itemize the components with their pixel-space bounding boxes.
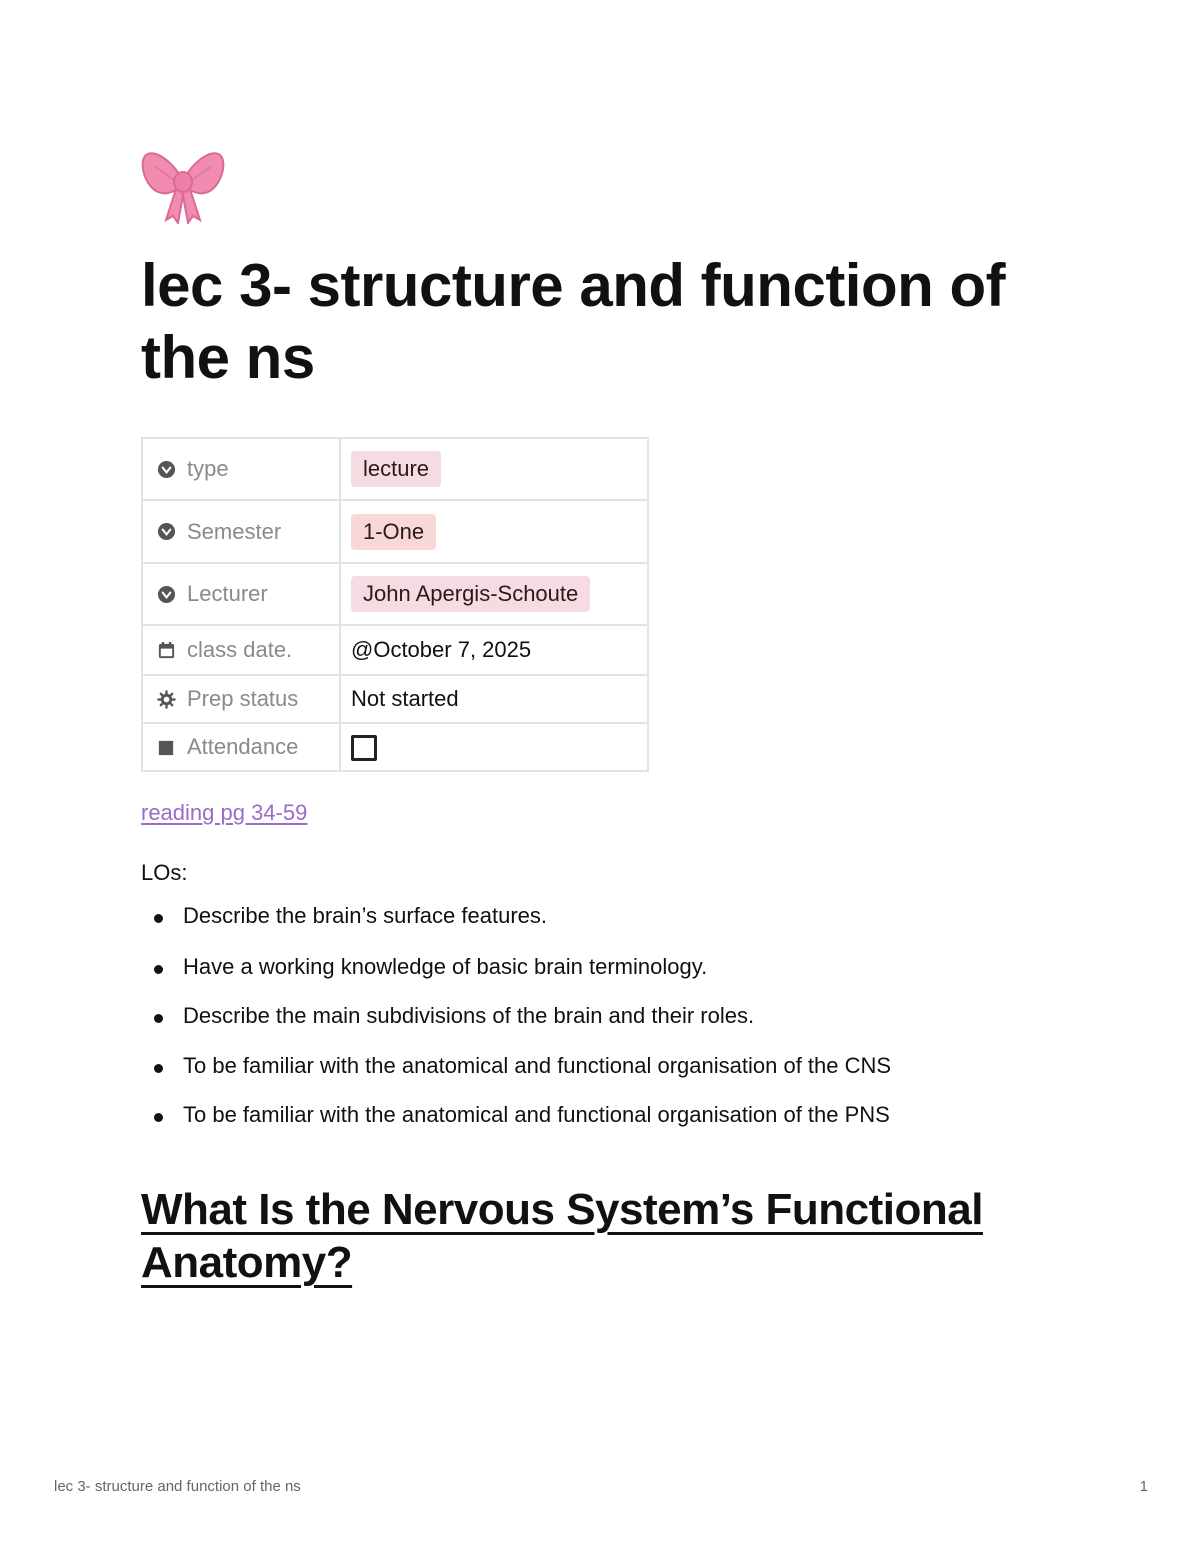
- list-item[interactable]: Describe the brain’s surface features.: [141, 903, 547, 929]
- property-label: Semester: [187, 518, 282, 544]
- property-row-semester[interactable]: [142, 500, 648, 563]
- bullet-icon: [154, 914, 163, 923]
- property-row-class-date[interactable]: [142, 625, 648, 675]
- list-item[interactable]: To be familiar with the anatomical and functional organisation of the CNS: [141, 1053, 891, 1079]
- property-label: type: [187, 456, 229, 481]
- property-row-lecturer[interactable]: [142, 563, 648, 625]
- property-label: class date.: [187, 637, 293, 662]
- type-tag[interactable]: lecture: [351, 451, 441, 487]
- property-label: Prep status: [187, 686, 299, 711]
- list-item[interactable]: Have a working knowledge of basic brain terminology.: [141, 954, 707, 980]
- reading-link[interactable]: reading pg 34-59: [141, 800, 308, 825]
- checkbox-property-icon: [157, 738, 176, 757]
- properties-table: [141, 437, 649, 772]
- class-date-value[interactable]: @October 7, 2025: [340, 625, 648, 675]
- page-title[interactable]: lec 3- structure and function of the ns: [141, 252, 1006, 391]
- attendance-checkbox[interactable]: [351, 735, 377, 761]
- semester-tag[interactable]: 1-One: [351, 514, 436, 550]
- prep-status-value[interactable]: Not started: [340, 675, 648, 723]
- property-label: Lecturer: [187, 581, 268, 606]
- ribbon-bow-icon: [140, 144, 226, 224]
- bullet-icon: [154, 1113, 163, 1122]
- select-icon: [157, 522, 176, 541]
- property-row-attendance[interactable]: [142, 723, 648, 771]
- property-row-type[interactable]: [142, 438, 648, 500]
- bullet-icon: [154, 965, 163, 974]
- status-icon: [157, 690, 176, 709]
- calendar-icon: [157, 641, 176, 660]
- section-heading[interactable]: What Is the Nervous System’s Functional Anatomy?: [141, 1185, 983, 1287]
- property-row-prep-status[interactable]: [142, 675, 648, 723]
- bullet-icon: [154, 1014, 163, 1023]
- select-icon: [157, 585, 176, 604]
- list-item[interactable]: To be familiar with the anatomical and functional organisation of the PNS: [141, 1102, 890, 1128]
- lecturer-tag[interactable]: John Apergis-Schoute: [351, 576, 590, 612]
- select-icon: [157, 460, 176, 479]
- page-number: 1: [1139, 1478, 1148, 1495]
- bullet-icon: [154, 1064, 163, 1073]
- property-label: Attendance: [187, 734, 299, 759]
- los-label: LOs:: [141, 860, 188, 885]
- footer-title: lec 3- structure and function of the ns: [54, 1478, 301, 1495]
- list-item[interactable]: Describe the main subdivisions of the brain and their roles.: [141, 1003, 754, 1029]
